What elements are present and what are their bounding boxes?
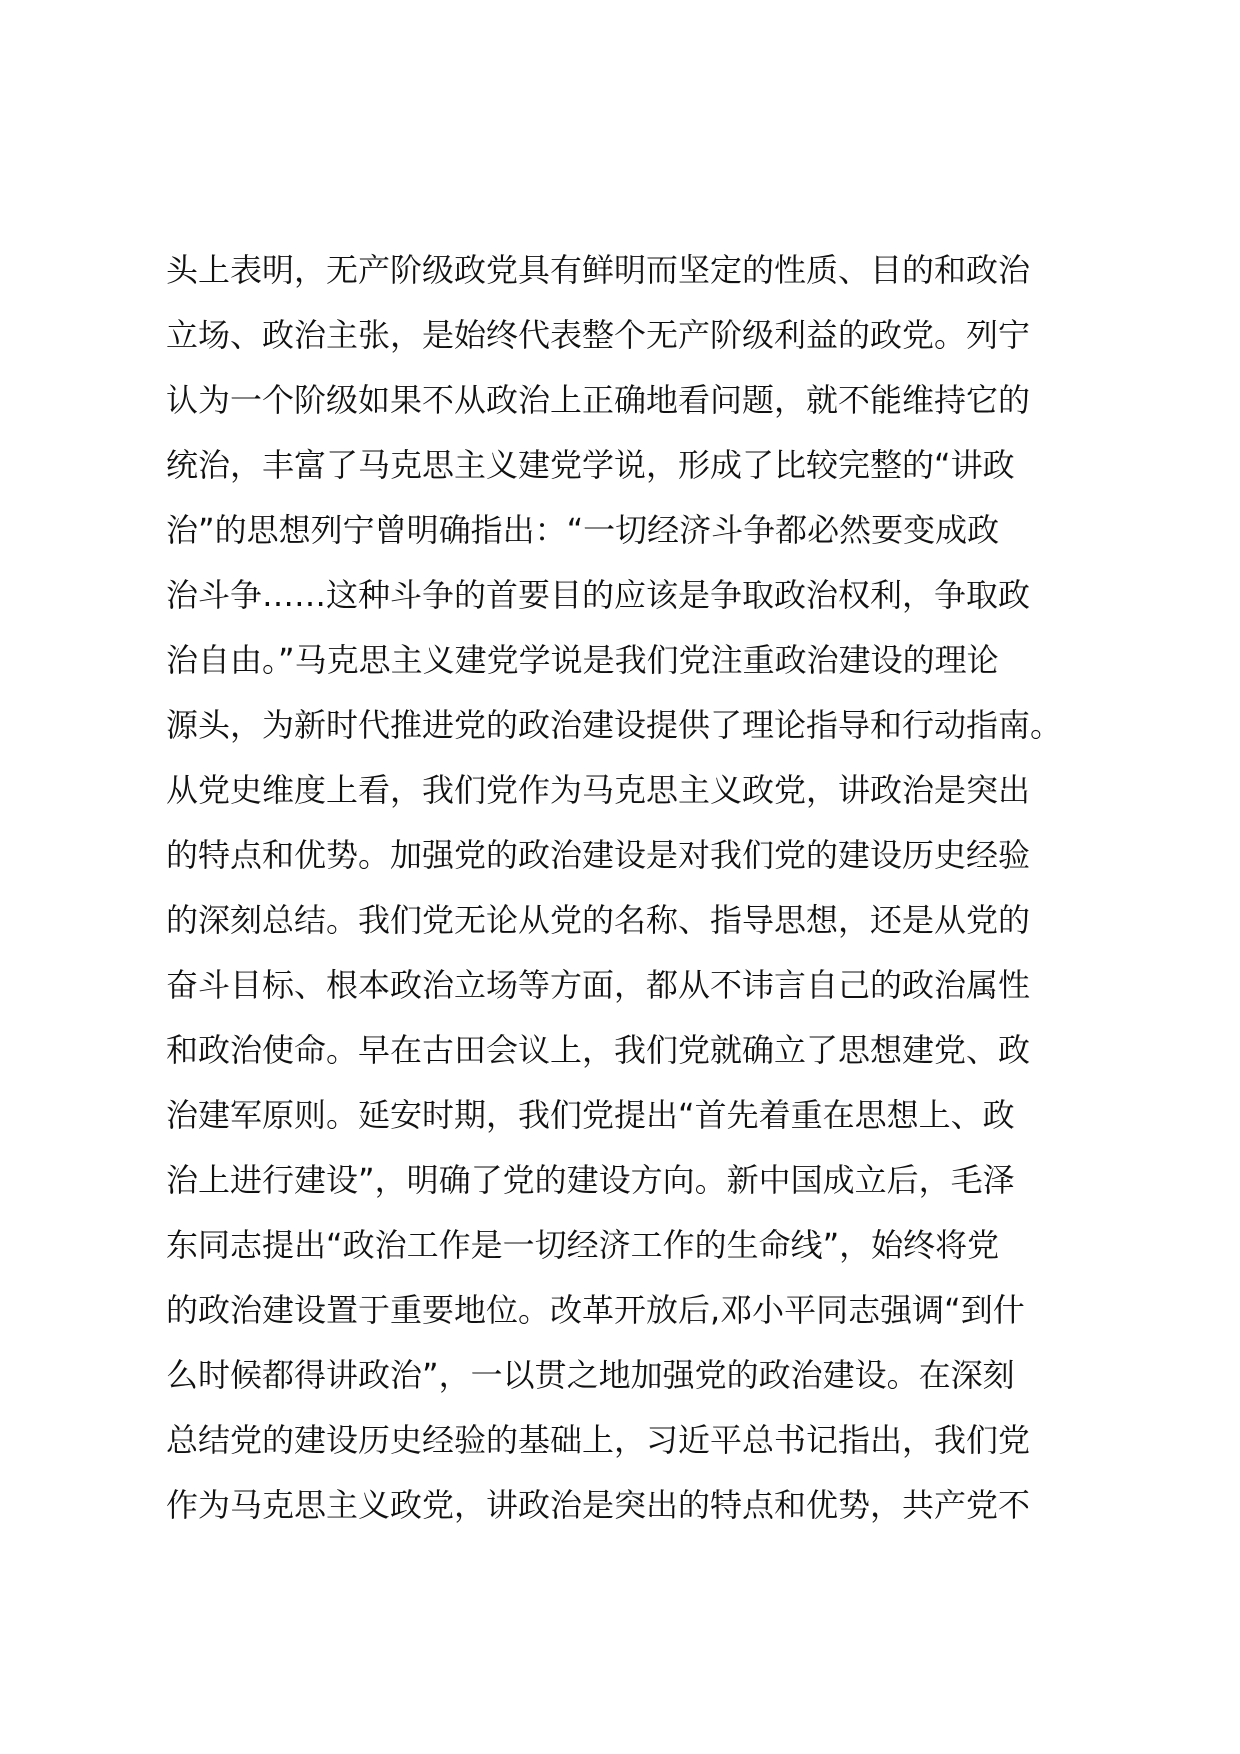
text-line: 奋斗目标、根本政治立场等方面，都从不讳言自己的政治属性 — [166, 966, 1031, 1004]
text-line: 统治，丰富了马克思主义建党学说，形成了比较完整的“讲政 — [166, 446, 1015, 484]
text-line: 么时候都得讲政治”，一以贯之地加强党的政治建设。在深刻 — [166, 1356, 1015, 1394]
text-line: 立场、政治主张，是始终代表整个无产阶级利益的政党。列宁 — [166, 316, 1031, 354]
text-line: 源头，为新时代推进党的政治建设提供了理论指导和行动指南。 — [166, 706, 1063, 744]
text-line: 治斗争……这种斗争的首要目的应该是争取政治权利，争取政 — [166, 576, 1031, 614]
text-line: 治建军原则。延安时期，我们党提出“首先着重在思想上、政 — [166, 1096, 1015, 1134]
text-line: 认为一个阶级如果不从政治上正确地看问题，就不能维持它的 — [166, 381, 1031, 419]
body-text — [166, 238, 1096, 1538]
text-line: 东同志提出“政治工作是一切经济工作的生命线”，始终将党 — [166, 1226, 1000, 1264]
text-line: 的深刻总结。我们党无论从党的名称、指导思想，还是从党的 — [166, 901, 1031, 939]
text-line: 从党史维度上看，我们党作为马克思主义政党，讲政治是突出 — [166, 771, 1031, 809]
text-line: 头上表明，无产阶级政党具有鲜明而坚定的性质、目的和政治 — [166, 251, 1031, 289]
text-line: 的特点和优势。加强党的政治建设是对我们党的建设历史经验 — [166, 836, 1031, 874]
text-line: 治上进行建设”，明确了党的建设方向。新中国成立后，毛泽 — [166, 1161, 1015, 1199]
text-line: 治”的思想列宁曾明确指出：“一切经济斗争都必然要变成政 — [166, 511, 1000, 549]
text-line: 的政治建设置于重要地位。改革开放后,邓小平同志强调“到什 — [166, 1291, 1025, 1329]
text-line: 和政治使命。早在古田会议上，我们党就确立了思想建党、政 — [166, 1031, 1031, 1069]
text-line: 总结党的建设历史经验的基础上，习近平总书记指出，我们党 — [166, 1421, 1031, 1459]
text-line: 治自由。”马克思主义建党学说是我们党注重政治建设的理论 — [166, 641, 999, 679]
text-line: 作为马克思主义政党，讲政治是突出的特点和优势，共产党不 — [166, 1486, 1031, 1524]
